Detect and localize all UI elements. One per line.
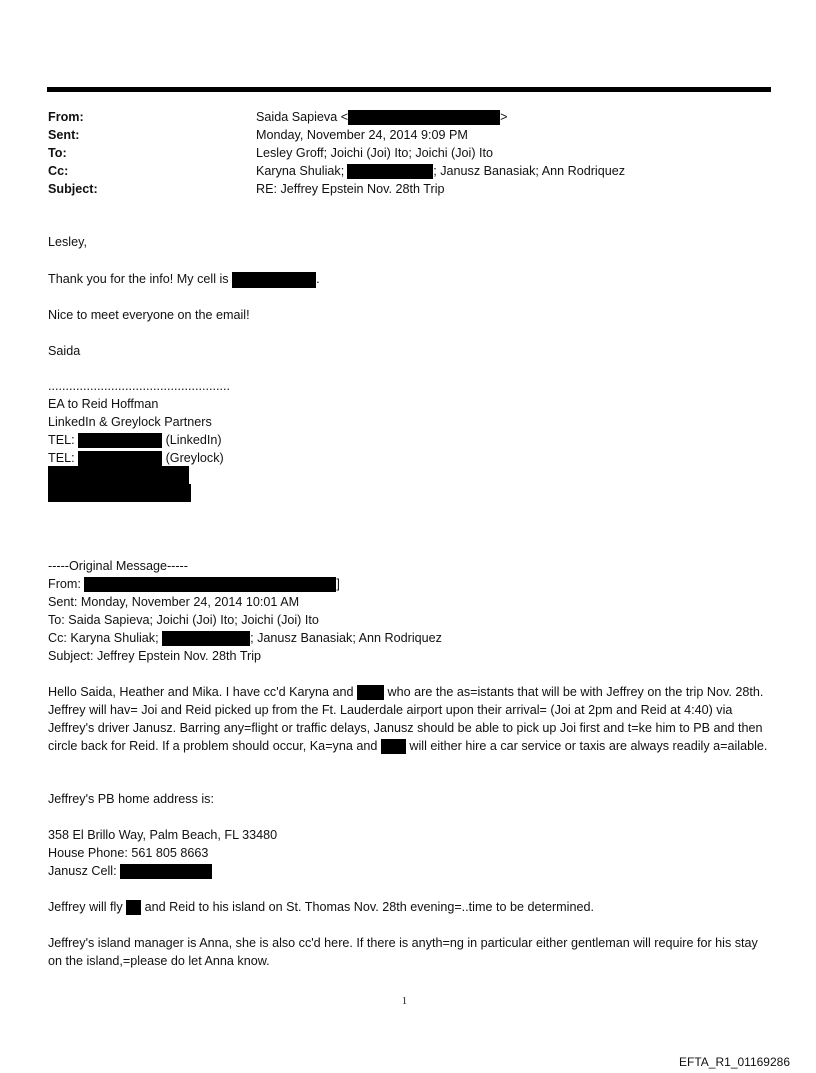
redaction-block [232, 272, 316, 288]
sign-name: Saida [48, 344, 81, 358]
original-message-marker: -----Original Message----- [48, 559, 188, 573]
redaction-block [78, 433, 162, 448]
to-label: To: [48, 146, 67, 160]
redaction-block [120, 864, 212, 879]
tel-linkedin: TEL: (LinkedIn) [48, 433, 222, 447]
tel-greylock: TEL: (Greylock) [48, 451, 224, 465]
top-rule [47, 87, 771, 92]
subject-label: Subject: [48, 182, 98, 196]
signature-company: LinkedIn & Greylock Partners [48, 415, 212, 429]
thanks-line: Thank you for the info! My cell is . [48, 272, 320, 286]
body-paragraph-3: Jeffrey will fly and Reid to his island on St. Thomas Nov. 28th evening=..time to be determined. [48, 900, 594, 914]
redaction-block [381, 739, 406, 754]
nice-line: Nice to meet everyone on the email! [48, 308, 250, 322]
body-paragraph-4: Jeffrey's island manager is Anna, she is also cc'd here. If there is anyth=ng in particular either gentleman will require for his stay on the island,=please do let Anna know. [48, 936, 758, 968]
original-to: To: Saida Sapieva; Joichi (Joi) Ito; Joichi (Joi) Ito [48, 613, 319, 627]
address-line: 358 El Brillo Way, Palm Beach, FL 33480 [48, 828, 278, 842]
redaction-block [162, 631, 250, 646]
from-name: Saida Sapieva < [256, 110, 349, 124]
body-paragraph-2: Jeffrey's PB home address is: [48, 792, 214, 806]
greeting: Lesley, [48, 235, 87, 249]
cc-label: Cc: [48, 164, 69, 178]
redaction-block [348, 110, 500, 125]
original-cc: Cc: Karyna Shuliak; ; Janusz Banasiak; Ann Rodriquez [48, 631, 442, 645]
original-sent: Sent: Monday, November 24, 2014 10:01 AM [48, 595, 300, 609]
cc-post: ; Janusz Banasiak; Ann Rodriquez [433, 164, 626, 178]
redaction-block [48, 484, 191, 502]
original-from: From: ] [48, 577, 340, 591]
page-number: 1 [402, 996, 407, 1007]
signature-dots: .................................................... [48, 379, 230, 393]
original-subject: Subject: Jeffrey Epstein Nov. 28th Trip [48, 649, 262, 663]
house-phone: House Phone: 561 805 8663 [48, 846, 209, 860]
document-id: EFTA_R1_01169286 [679, 1055, 790, 1069]
to-value: Lesley Groff; Joichi (Joi) Ito; Joichi (Joi) Ito [256, 146, 494, 160]
body-paragraph-1: Hello Saida, Heather and Mika. I have cc'd Karyna and who are the as=istants that will be with Jeffrey on the trip Nov. 28th. Jeffrey will hav= Joi and Reid picked up from the Ft. Lauderdale airport upon their arrival= (Joi at 2pm and Reid at 4:40) via Jeffrey's driver Janusz. Barring any=flight or traffic delays, Janusz should be able to pick up Joi first and t=ke him to PB and then circle back for Reid. If a problem should occur, Ka=yna and will either hire a car service or taxis are always readily a=ailable. [48, 685, 768, 753]
redaction-block [126, 900, 141, 915]
redaction-block [78, 451, 162, 466]
sent-value: Monday, November 24, 2014 9:09 PM [256, 128, 468, 142]
redaction-block [347, 164, 433, 179]
from-label: From: [48, 110, 84, 124]
sent-label: Sent: [48, 128, 80, 142]
redaction-block [357, 685, 384, 700]
signature-title: EA to Reid Hoffman [48, 397, 159, 411]
from-close: > [500, 110, 508, 124]
cc-pre: Karyna Shuliak; [256, 164, 345, 178]
subject-value: RE: Jeffrey Epstein Nov. 28th Trip [256, 182, 445, 196]
redaction-block [48, 466, 189, 485]
janusz-cell: Janusz Cell: [48, 862, 212, 880]
redaction-block [84, 577, 336, 592]
